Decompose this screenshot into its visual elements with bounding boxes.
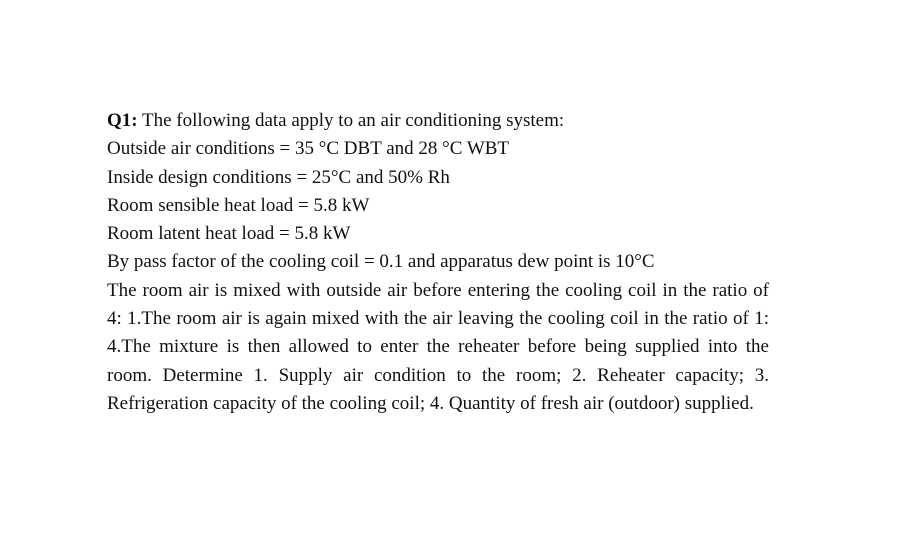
question-heading: [107, 107, 769, 135]
room-latent-heat-load: Room latent heat load = 5.8 kW: [107, 223, 351, 245]
outside-air-conditions: Outside air conditions = 35 °C DBT and 28 °C WBT: [107, 138, 510, 160]
question-intro: The following data apply to an air conditioning system:: [137, 110, 565, 131]
question-block: [107, 107, 769, 418]
inside-design-conditions: Inside design conditions = 25°C and 50% Rh: [107, 166, 450, 188]
room-sensible-heat-load: Room sensible heat load = 5.8 kW: [107, 194, 370, 216]
question-label: Q1:: [107, 110, 138, 131]
problem-paragraph: The room air is mixed with outside air before entering the cooling coil in the ratio of 4: 1.The room air is again mixed with the air leaving the cooling coil in the ratio of 1: 4.The mixture is then allowed to enter the reheater before being supplied into the room. Determine 1. Supply air condition to the room; 2. Reheater capacity; 3. Refrigeration capacity of the cooling coil; 4. Quantity of fresh air (outdoor) supplied.: [107, 279, 769, 414]
bypass-factor-line: By pass factor of the cooling coil = 0.1 and apparatus dew point is 10°C: [107, 251, 655, 273]
